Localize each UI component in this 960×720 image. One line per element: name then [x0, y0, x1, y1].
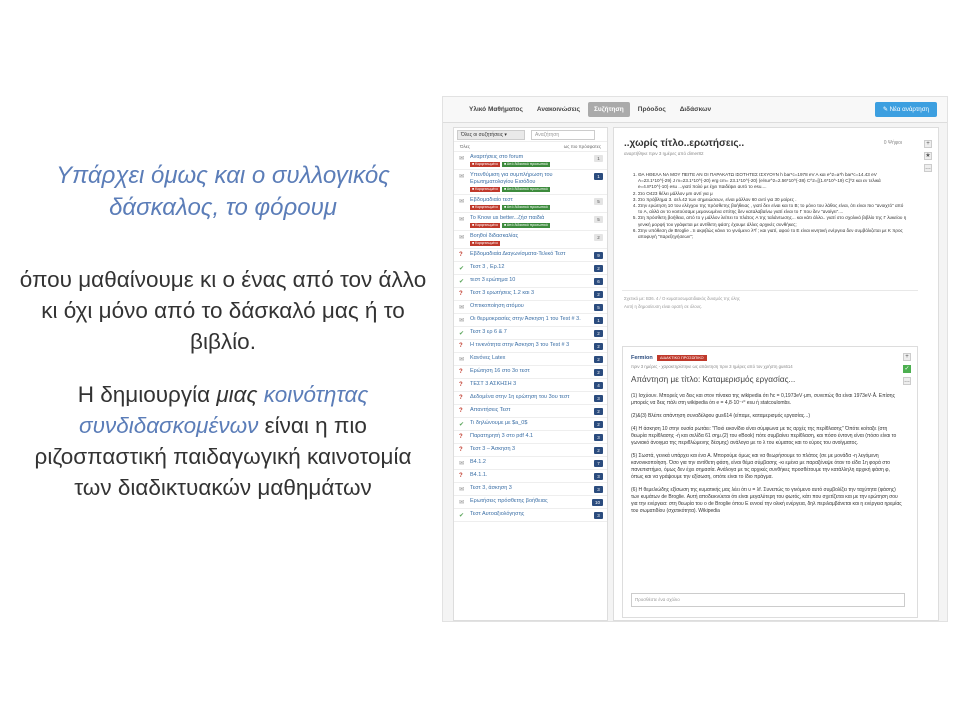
post-line: 3. Στο πρόβλημα 3. σελ.42 των σημειώσεων, είναι μάλλον 60 αντί για 30 μοίρες . [638, 197, 908, 203]
thread-title: Ερωτήσεις πρόσθετης βοήθειας [470, 498, 548, 504]
thread-title: Αναρτήσεις στο forum [470, 154, 524, 160]
comment-icon: ✉ [459, 461, 465, 467]
para2-highlight: κοινότητας συνδιδασκομένων [79, 382, 369, 438]
post-line: 5. Στη πρόσθετη βοήθεια, από το γ μάλλον λείπει το πλάτος A της ταλάντωσης... και κάτι άλλο.. γιατί στο σχολικό βιβλίο της Γ λυκείου η γενική μορφή του γράφεται με αντίθετη φάση; έχουμε άλλες αρχικές συνθήκες; [638, 215, 908, 227]
list-item[interactable] [454, 483, 607, 496]
list-item[interactable] [454, 379, 607, 392]
comment-count: 5 [594, 198, 603, 205]
list-item[interactable] [454, 509, 607, 522]
plus-icon[interactable]: + [903, 353, 911, 361]
slide-paragraph-2 [18, 379, 428, 503]
list-item[interactable] [454, 275, 607, 288]
comment-icon: ✉ [459, 217, 465, 223]
thread-title: Απαντήσεις Τεστ [470, 407, 511, 413]
thread-title: Τεστ Αυτοαξιολόγησης [470, 511, 525, 517]
comment-count: 3 [594, 395, 603, 402]
comment-count: 2 [594, 291, 603, 298]
thread-title: Κανόνες Latex [470, 355, 506, 361]
comment-count: 2 [594, 447, 603, 454]
thread-title: Τεστ 3 ερωτήσεις 1.2 και 3 [470, 290, 535, 296]
comment-count: 2 [594, 408, 603, 415]
thread-title: Τι δηλώνουμε με $a_0$ [470, 420, 528, 426]
list-item[interactable] [454, 213, 607, 231]
comment-count: 7 [594, 460, 603, 467]
list-item[interactable] [454, 366, 607, 379]
answer-paragraph: (1) Ισχύουν. Μπορείς να δεις και στον πίνακα της wikipedia ότι ħc = 0,1973eV·μm, συνεπώς θα είναι 1973eV·Å. Επίσης μπορείς να δεις πάλι στη wikipedia ότι e = 4,8·10⁻¹⁰ esu ή statcoulombs. [631, 393, 895, 406]
answered-check-icon: ✔ [459, 266, 465, 272]
discussion-sidebar [453, 127, 608, 621]
post-body [628, 172, 908, 240]
answered-check-icon: ✔ [459, 513, 465, 519]
comment-count: 1 [594, 173, 603, 180]
discussion-filter-select[interactable]: Όλες οι συζητήσεις ▾ [457, 130, 525, 140]
thread-title: τεστ 3 ερώτημα 10 [470, 277, 516, 283]
comment-icon: ✉ [459, 174, 465, 180]
slide-paragraph-1: όπου μαθαίνουμε κι ο ένας από τον άλλο κι όχι μόνο από το δάσκαλό μας ή το βιβλίο. [19, 267, 427, 354]
comment-count: 2 [594, 234, 603, 241]
list-item[interactable] [454, 444, 607, 457]
question-icon: ? [459, 408, 463, 414]
question-icon: ? [459, 447, 463, 453]
tab-announcements[interactable]: Ανακοινώσεις [536, 106, 580, 113]
slide-quote: Υπάρχει όμως και ο συλλογικός δάσκαλος, το φόρουμ [56, 162, 390, 221]
forum-screenshot [442, 96, 948, 622]
post-line: 1. ΘΑ ΗΘΕΛΑ ΝΑ ΜΟΥ ΠΕΙΤΕ ΑΝ ΟΙ ΠΑΡΑΚΑΤΩ ΙΣΟΤΗΤΕΣ ΙΣΧΥΟΥΝ h bar*c=1978 eV A και e^2=a*h bar*c=14.43 eV A=23.1*10^(-29) J m=23.1*10^(-20) erg cm= 23.1*10^(-20) (e/sur^2=2.56*10^(-38) C^2=[(1.6*10^-19) C]^2 και εν τελικά e=4.8*10^(-10) esu ...γιατί πολύ με έχει παιδέψει αυτό το esu.... [638, 172, 908, 191]
slide-text [18, 160, 428, 525]
comment-count: 3 [594, 512, 603, 519]
thread-title: Οπτικοποίηση ατόμου [470, 303, 524, 309]
tab-progress[interactable]: Πρόοδος [637, 106, 666, 113]
list-item[interactable] [454, 392, 607, 405]
list-item[interactable] [454, 405, 607, 418]
list-item[interactable] [454, 496, 607, 509]
vote-count: 0 Ψήφοι [883, 140, 902, 146]
answered-check-icon: ✔ [459, 331, 465, 337]
comment-count: 5 [594, 216, 603, 223]
thread-title: Τεστ 3, άσκηση 3 [470, 485, 512, 491]
thread-title: Τεστ 3 ερ 6 & 7 [470, 329, 507, 335]
tab-discussion[interactable]: Συζήτηση [588, 102, 630, 117]
thread-title: To Know us better...ζήσ παιδιά [470, 215, 545, 221]
comment-count: 2 [594, 369, 603, 376]
answer-title: Απάντηση με τίτλο: Καταμερισμός εργασίας... [631, 375, 796, 384]
comment-count: 2 [594, 265, 603, 272]
question-icon: ? [459, 291, 463, 297]
post-meta: αναρτήθηκε πριν 3 ημέρες από dimer82 [624, 151, 704, 156]
staff-badge: ■ Από διδακτικό προσωπικό [503, 205, 548, 209]
para2-part-a: Η δημιουργία [77, 382, 217, 407]
comment-count: 10 [592, 499, 603, 506]
comment-icon: ✉ [459, 500, 465, 506]
thread-title: Εβδομαδιαία Διαγωνίσματα-Τελικό Τεστ [470, 251, 566, 257]
list-item[interactable] [454, 301, 607, 314]
comment-icon: ✉ [459, 199, 465, 205]
related-link[interactable]: Σχετικό με: Β36. 4 / Ο κυματοσωματιδιακός δυισμός της ύλης [624, 296, 740, 301]
sidebar-head [454, 128, 607, 142]
answer-paragraph: (6) Η θεμελιώδης εξίσωση της κυματικής μας λέει ότι υ = λf. Συνεπώς το γινόμενο αυτό συμβολίζει την ταχύτητα (φάσης) των κυμάτων de Broglie. Αυτή αποδεικνύεται ότι είναι μεγαλύτερη του φωτός, κάτι που σχετίζεται και με την ερώτηση σου για την ενέργεια: στη θεωρία του ο de Broglie όπου Ε εννοεί την ολική ενέργεια, δηλ περιλαμβάνεται και η ενέργεια ηρεμίας του σωματιδίου (σχετικότητα). Wikipedia [631, 487, 902, 514]
thread-view [613, 127, 939, 621]
comment-count: 6 [594, 278, 603, 285]
thread-title: Τεστ 3 – Άσκηση 3 [470, 446, 516, 452]
staff-badge: ■ Από διδακτικό προσωπικό [503, 223, 548, 227]
comment-count: 2 [594, 343, 603, 350]
pinned-badge: ■ Καρφιτσωμένο [472, 162, 498, 166]
tab-instructor[interactable]: Διδάσκων [679, 106, 712, 113]
thread-title: Η τινκνότητα στην Άσκηση 3 του Test # 3 [470, 342, 570, 348]
thread-title: Δεδομένα στην 1η ερώτηση του 3ου τεστ [470, 394, 570, 400]
list-item[interactable] [454, 340, 607, 353]
answered-check-icon: ✔ [459, 279, 465, 285]
answer-meta: πριν 3 ημέρες - χαρακτηρίστηκε ως απάντηση πριν 3 ημέρες από τον χρήστη gus614 [631, 364, 793, 369]
list-item[interactable] [454, 249, 607, 262]
pinned-badge: ■ Καρφιτσωμένο [472, 187, 498, 191]
post-header [624, 138, 744, 156]
pinned-badge: ■ Καρφιτσωμένο [472, 241, 498, 245]
para2-part-d: είναι η πιο ριζοσπαστική παιδαγωγική καινοτομία των διαδικτυακών μαθημάτων [34, 413, 412, 500]
question-icon: ? [459, 473, 463, 479]
comment-icon: ✉ [459, 156, 465, 162]
thread-title: Β4.1.1. [470, 472, 488, 478]
thread-title: Παρατηρητή 3 στο pdf 4.1 [470, 433, 534, 439]
answer-card [622, 346, 918, 618]
comment-count: 4 [594, 382, 603, 389]
comment-count: 3 [594, 486, 603, 493]
thread-title: Οι θερμοκρασίες στην Άσκηση 1 του Test # 3. [470, 316, 581, 322]
filter-all[interactable]: Όλες [460, 144, 470, 149]
question-icon: ? [459, 434, 463, 440]
thread-title: Εβδομαδιαίο τεστ [470, 197, 513, 203]
answer-paragraph: (4) Η άσκηση 10 στην ουσία ρωτάει: "Ποιό εικονίδιο είναι σύμφωνα με τις αρχές της περίθλασης" Όπότε κοίταξε (στη θεωρία περίθλασης -ή και σελίδα 61 σημ.(2) του eBook) πότε συμβαίνει περίθλαση, και πόσο έντονη είναι (πόσο είναι το γωνιακό άνοιγμα της περιθλώμενης δέσμης) ανάλογα με το λ του κύματος και το εύρος του ανοίγματος. [631, 426, 897, 446]
sort-recent[interactable]: ως πιο πρόσφατες [563, 144, 601, 149]
answer-paragraph: (5) Σωστά, γενικά υπάρχει και ένα A. Μπορούμε όμως και να θεωρήσουμε το πλάτος (σε με μονάδα -η λεγόμενη κανονικοποίηση. Όσο για την αντίθετη φάση, είναι θέμα σύμβασης -κι εμένα με παραξένεψε όταν το είδα 1η φορά στο πανεπιστήμιο, όμως δεν έχει σημασία. Ανάλογα με τις αρχικές συνθήκες προσθέτουμε την κατάλληλη αρχική φάση φ, όπως και να γράψουμε την εξίσωση, οπότε είναι το ίδιο πράγμα. [631, 453, 891, 480]
comment-icon: ✉ [459, 305, 465, 311]
comment-count: 2 [594, 356, 603, 363]
list-item[interactable] [454, 431, 607, 444]
list-item[interactable] [454, 327, 607, 340]
star-icon[interactable]: ★ [925, 153, 931, 159]
thread-title: Β4.1.2 [470, 459, 486, 465]
post-line: 2. Στο Ο423 θέλει μάλλον μm αντί για μ [638, 191, 908, 197]
question-icon: ? [459, 252, 463, 258]
question-icon: ? [459, 382, 463, 388]
new-post-button[interactable]: ✎ Νέα ανάρτηση [875, 102, 937, 117]
answer-body [631, 393, 903, 521]
list-item[interactable] [454, 231, 607, 249]
sort-bar [454, 142, 607, 152]
list-item[interactable] [454, 195, 607, 213]
pinned-badge: ■ Καρφιτσωμένο [472, 223, 498, 227]
comment-count: 1 [594, 317, 603, 324]
comment-icon: ✉ [459, 235, 465, 241]
question-icon: ? [459, 395, 463, 401]
list-item[interactable] [454, 262, 607, 275]
endorse-check-icon[interactable]: ✓ [904, 366, 910, 372]
thread-title: ΤΕΣΤ 3 ΑΣΚΗΣΗ 3 [470, 381, 517, 387]
comment-icon: ✉ [459, 487, 465, 493]
comment-count: 2 [594, 421, 603, 428]
staff-badge: ■ Από διδακτικό προσωπικό [503, 162, 548, 166]
staff-role-badge: ΔΙΔΑΚΤΙΚΟ ΠΡΟΣΩΠΙΚΟ [657, 355, 707, 361]
more-icon[interactable]: … [925, 165, 931, 171]
comment-count: 2 [594, 330, 603, 337]
comment-count: 5 [594, 304, 603, 311]
comment-count: 9 [594, 252, 603, 259]
list-item[interactable] [454, 152, 607, 170]
pinned-badge: ■ Καρφιτσωμένο [472, 205, 498, 209]
para2-part-b: μιας [216, 382, 258, 407]
question-icon: ? [459, 343, 463, 349]
divider [622, 290, 918, 291]
comment-input[interactable]: Προσθέστε ένα σχόλιο [631, 593, 905, 607]
thread-title: Ερώτηση 16 στο 3ο τεστ [470, 368, 530, 374]
list-item[interactable] [454, 457, 607, 470]
plus-icon[interactable]: + [924, 140, 932, 148]
question-icon: ? [459, 369, 463, 375]
list-item[interactable] [454, 170, 607, 195]
post-title: ..χωρίς τίτλο..ερωτήσεις.. [624, 138, 745, 149]
answered-check-icon: ✔ [459, 422, 465, 428]
course-nav [443, 97, 947, 123]
comment-icon: ✉ [459, 357, 465, 363]
comment-count: 3 [594, 473, 603, 480]
search-input[interactable]: Αναζήτηση [531, 130, 595, 140]
list-item[interactable] [454, 314, 607, 327]
comment-count: 3 [594, 434, 603, 441]
answer-author[interactable]: Fermion [631, 355, 653, 361]
post-line: 4. Στην ερώτηση 10 του ελέγχου της πρόσθετης βοήθειας , γιατί δεν είναι και το Β; το μόνο του λάθος είναι, ότι είναι πιο "ανοιχτό" από το A, αλλά αν το κοιτούσαμε μεμονωμένα σπίτης δεν καταλαβαίνω γιατί είναι το Γ που δεν "ανοίγει".... [638, 203, 908, 215]
thread-title: Τεστ 3 , Ερ.12 [470, 264, 505, 270]
post-line: 6. Στην υπόθεση de Broglie ..τι ακριβώς κάνει το γινόμενο λ*f ; και γιατί, αφού το Ε είναι κινητική ενέργεια δεν συμβόλιζεται με Κ προς αποφυγή "παρεξηγήσεων"; [638, 228, 908, 240]
list-item[interactable] [454, 470, 607, 483]
list-item[interactable] [454, 353, 607, 366]
answer-paragraph: (2)&(3) Βλέπε απάντηση συναδέλφου gus614 (είπαμε, καταμερισμός εργασίας...) [631, 413, 811, 419]
thread-title: Βοηθοί διδασκαλίας [470, 233, 519, 239]
list-item[interactable] [454, 288, 607, 301]
tab-course-material[interactable]: Υλικό Μαθήματος [469, 106, 523, 113]
comment-icon: ✉ [459, 318, 465, 324]
comment-count: 1 [594, 155, 603, 162]
thread-title: Υπενθύμιση για συμπλήρωση του Ερωτηματολογίου Εισόδου [470, 172, 553, 185]
list-item[interactable] [454, 418, 607, 431]
visibility-note: Αυτή η δημοσίευση είναι ορατή σε όλους. [624, 304, 703, 309]
more-icon[interactable]: … [904, 378, 910, 384]
staff-badge: ■ Από διδακτικό προσωπικό [503, 187, 548, 191]
